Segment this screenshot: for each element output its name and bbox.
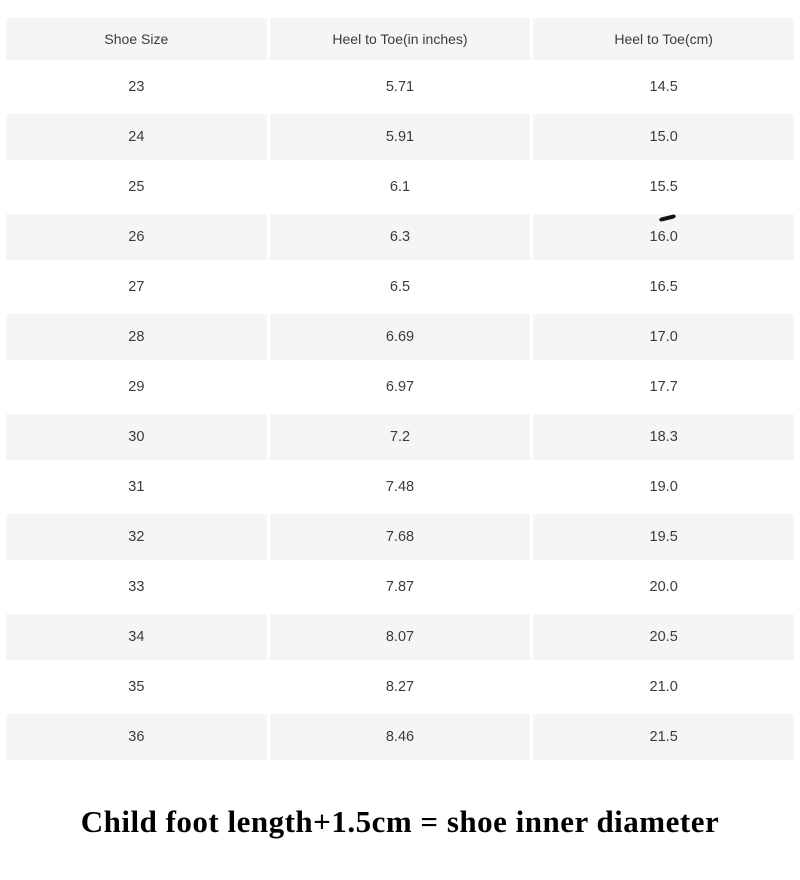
cell-size: 32	[6, 514, 267, 560]
cell-cm: 20.0	[533, 564, 794, 610]
cell-cm: 15.5	[533, 164, 794, 210]
cell-inches: 6.3	[270, 214, 531, 260]
table-row	[6, 264, 794, 310]
cell-size: 31	[6, 464, 267, 510]
cell-inches: 6.5	[270, 264, 531, 310]
col-header-shoe-size: Shoe Size	[6, 18, 267, 60]
table-row	[6, 364, 794, 410]
cell-inches: 7.48	[270, 464, 531, 510]
cell-inches: 6.69	[270, 314, 531, 360]
cell-inches: 7.87	[270, 564, 531, 610]
col-header-heel-to-toe-inches: Heel to Toe(in inches)	[270, 18, 531, 60]
table-body	[6, 64, 794, 760]
cell-cm: 16.0	[533, 214, 794, 260]
cell-size: 29	[6, 364, 267, 410]
cell-size: 34	[6, 614, 267, 660]
cell-inches: 8.27	[270, 664, 531, 710]
cell-cm: 21.5	[533, 714, 794, 760]
cell-size: 24	[6, 114, 267, 160]
cell-inches: 5.71	[270, 64, 531, 110]
shoe-size-table	[3, 14, 797, 764]
cell-inches: 6.1	[270, 164, 531, 210]
cell-size: 23	[6, 64, 267, 110]
cell-cm: 15.0	[533, 114, 794, 160]
cell-size: 30	[6, 414, 267, 460]
cell-cm: 17.7	[533, 364, 794, 410]
cell-cm: 21.0	[533, 664, 794, 710]
cell-cm: 14.5	[533, 64, 794, 110]
table-row	[6, 464, 794, 510]
table-row	[6, 214, 794, 260]
cell-inches: 7.2	[270, 414, 531, 460]
table-row	[6, 714, 794, 760]
col-header-heel-to-toe-cm: Heel to Toe(cm)	[533, 18, 794, 60]
cell-cm: 17.0	[533, 314, 794, 360]
cell-size: 27	[6, 264, 267, 310]
table-row	[6, 564, 794, 610]
cell-size: 26	[6, 214, 267, 260]
cell-size: 35	[6, 664, 267, 710]
table-row	[6, 514, 794, 560]
cell-cm: 18.3	[533, 414, 794, 460]
cell-inches: 8.07	[270, 614, 531, 660]
table-row	[6, 664, 794, 710]
table-row	[6, 164, 794, 210]
table-row	[6, 414, 794, 460]
table-row	[6, 114, 794, 160]
table-row	[6, 614, 794, 660]
cell-inches: 6.97	[270, 364, 531, 410]
cell-inches: 7.68	[270, 514, 531, 560]
cell-size: 36	[6, 714, 267, 760]
table-row	[6, 64, 794, 110]
cell-inches: 8.46	[270, 714, 531, 760]
table-header-row	[6, 18, 794, 60]
cell-cm: 19.0	[533, 464, 794, 510]
cell-size: 25	[6, 164, 267, 210]
footer-caption: Child foot length+1.5cm = shoe inner diameter	[80, 804, 720, 839]
cell-size: 33	[6, 564, 267, 610]
cell-cm: 20.5	[533, 614, 794, 660]
table-row	[6, 314, 794, 360]
cell-cm: 16.5	[533, 264, 794, 310]
cell-inches: 5.91	[270, 114, 531, 160]
cell-size: 28	[6, 314, 267, 360]
cell-cm: 19.5	[533, 514, 794, 560]
